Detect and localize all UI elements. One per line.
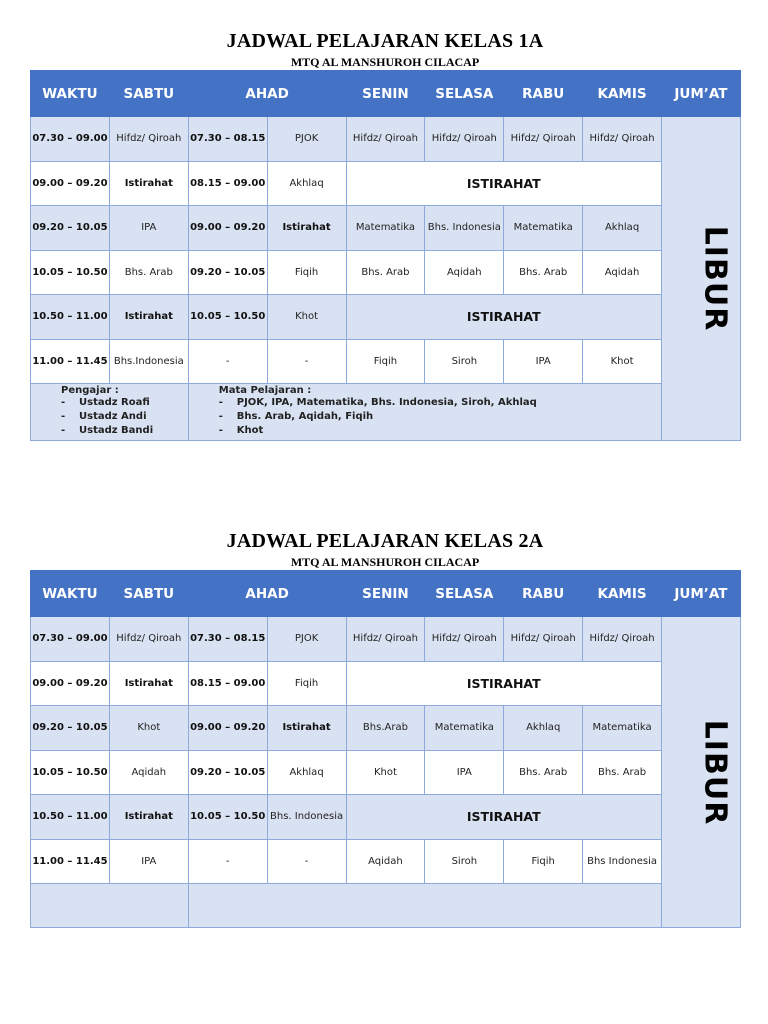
libur-label: LIBUR [697, 719, 733, 825]
time-cell: 09.00 – 09.20 [188, 706, 267, 751]
jumat-cell [662, 117, 741, 441]
subject-cell: Istirahat [267, 706, 346, 751]
teachers-heading: Pengajar : [61, 385, 119, 396]
teacher-item [61, 396, 188, 410]
libur-label: LIBUR [697, 225, 733, 332]
subject-cell: Bhs. Arab [109, 250, 188, 295]
time-cell: 07.30 – 09.00 [31, 117, 110, 162]
subject-cell: Hifdz/ Qiroah [109, 617, 188, 662]
subject-cell: Istirahat [109, 161, 188, 206]
subject-cell: Hifdz/ Qiroah [504, 617, 583, 662]
subject-names: Khot [236, 425, 264, 436]
time-cell: 09.00 – 09.20 [31, 161, 110, 206]
header-ahad: AHAD [188, 571, 346, 617]
subject-cell: Akhlaq [583, 206, 662, 251]
subject-cell: Hifdz/ Qiroah [425, 117, 504, 162]
subject-cell: Matematika [346, 206, 425, 251]
header-row [31, 71, 741, 117]
subject-cell: Istirahat [109, 795, 188, 840]
header-sabtu: SABTU [109, 71, 188, 117]
header-rabu: RABU [504, 71, 583, 117]
time-cell: 10.50 – 11.00 [31, 295, 110, 340]
subject-cell: Fiqih [267, 250, 346, 295]
subject-cell: Aqidah [583, 250, 662, 295]
subject-group [219, 396, 661, 410]
bullet-dash: - [61, 397, 66, 408]
table-row [31, 206, 741, 251]
break-cell: ISTIRAHAT [346, 295, 662, 340]
teacher-item [61, 424, 188, 438]
break-cell: ISTIRAHAT [346, 661, 662, 706]
subject-names: PJOK, IPA, Matematika, Bhs. Indonesia, Siroh, Akhlaq [236, 397, 537, 408]
subject-cell: Khot [346, 750, 425, 795]
teachers-cell [31, 384, 189, 441]
jumat-cell [662, 617, 741, 928]
schedule-table [30, 70, 741, 441]
subject-cell: Khot [583, 339, 662, 384]
subject-cell: PJOK [267, 117, 346, 162]
table-row [31, 706, 741, 751]
time-cell: 09.20 – 10.05 [31, 206, 110, 251]
subject-cell: Hifdz/ Qiroah [346, 117, 425, 162]
break-cell: ISTIRAHAT [346, 795, 662, 840]
table-row [31, 617, 741, 662]
subject-cell: - [188, 839, 267, 884]
subjects-cell [188, 884, 661, 928]
subject-cell: Khot [109, 706, 188, 751]
subject-cell: Bhs. Arab [504, 250, 583, 295]
subject-cell: Aqidah [425, 250, 504, 295]
bullet-dash: - [218, 425, 223, 436]
subject-group [219, 424, 661, 438]
subject-cell: IPA [504, 339, 583, 384]
subject-cell: Hifdz/ Qiroah [504, 117, 583, 162]
bullet-dash: - [218, 411, 223, 422]
table-row [31, 795, 741, 840]
time-cell: 07.30 – 08.15 [188, 117, 267, 162]
table-row [31, 661, 741, 706]
subject-cell: Akhlaq [504, 706, 583, 751]
time-cell: 09.00 – 09.20 [31, 661, 110, 706]
subject-cell: Bhs. Arab [346, 250, 425, 295]
subject-cell: IPA [109, 839, 188, 884]
subject-cell: Aqidah [346, 839, 425, 884]
subjects-cell [188, 384, 661, 441]
subject-cell: Matematika [583, 706, 662, 751]
subject-cell: Siroh [425, 839, 504, 884]
table-row [31, 250, 741, 295]
teacher-item [61, 410, 188, 424]
footer-row [31, 384, 741, 441]
schedule-subtitle: MTQ AL MANSHUROH CILACAP [290, 555, 480, 569]
subject-cell: Bhs. Indonesia [425, 206, 504, 251]
time-cell: 11.00 – 11.45 [31, 839, 110, 884]
subject-cell: Bhs Indonesia [583, 839, 662, 884]
subject-cell: Hifdz/ Qiroah [583, 617, 662, 662]
table-row [31, 750, 741, 795]
subject-cell: - [188, 339, 267, 384]
header-senin: SENIN [346, 71, 425, 117]
teacher-name: Ustadz Bandi [79, 425, 154, 436]
schedule-2a [30, 530, 740, 867]
subject-cell: Hifdz/ Qiroah [346, 617, 425, 662]
header-selasa: SELASA [425, 571, 504, 617]
subjects-list [189, 396, 661, 438]
footer-row [31, 884, 741, 928]
time-cell: 10.50 – 11.00 [31, 795, 110, 840]
teachers-cell [31, 884, 189, 928]
table-row [31, 339, 741, 384]
time-cell: 08.15 – 09.00 [188, 661, 267, 706]
subject-group [219, 410, 661, 424]
subject-cell: Hifdz/ Qiroah [425, 617, 504, 662]
header-kamis: KAMIS [583, 71, 662, 117]
time-cell: 09.20 – 10.05 [188, 250, 267, 295]
teacher-name: Ustadz Roafi [79, 397, 150, 408]
subject-cell: Bhs.Arab [346, 706, 425, 751]
time-cell: 09.20 – 10.05 [188, 750, 267, 795]
subject-cell: Hifdz/ Qiroah [109, 117, 188, 162]
bullet-dash: - [218, 397, 223, 408]
header-waktu: WAKTU [31, 71, 110, 117]
time-cell: 10.05 – 10.50 [188, 795, 267, 840]
table-row [31, 839, 741, 884]
table-row [31, 161, 741, 206]
subject-cell: Hifdz/ Qiroah [583, 117, 662, 162]
time-cell: 10.05 – 10.50 [188, 295, 267, 340]
subject-cell: Aqidah [109, 750, 188, 795]
header-row [31, 571, 741, 617]
subject-cell: Bhs.Indonesia [109, 339, 188, 384]
schedule-subtitle: MTQ AL MANSHUROH CILACAP [290, 55, 480, 69]
break-cell: ISTIRAHAT [346, 161, 662, 206]
subject-cell: Akhlaq [267, 161, 346, 206]
header-sabtu: SABTU [109, 571, 188, 617]
subject-cell: Akhlaq [267, 750, 346, 795]
subject-cell: PJOK [267, 617, 346, 662]
time-cell: 11.00 – 11.45 [31, 339, 110, 384]
schedule-title: JADWAL PELAJARAN KELAS 1A [226, 30, 544, 52]
teachers-list [31, 396, 188, 438]
subject-cell: IPA [425, 750, 504, 795]
subject-cell: Bhs. Arab [504, 750, 583, 795]
teacher-name: Ustadz Andi [79, 411, 147, 422]
subject-cell: Bhs. Arab [583, 750, 662, 795]
table-row [31, 295, 741, 340]
subject-cell: - [267, 339, 346, 384]
header-ahad: AHAD [188, 71, 346, 117]
table-row [31, 117, 741, 162]
schedule-table [30, 570, 741, 928]
header-waktu: WAKTU [31, 571, 110, 617]
subject-cell: Matematika [504, 206, 583, 251]
time-cell: 10.05 – 10.50 [31, 750, 110, 795]
header-jumat: JUM’AT [662, 571, 741, 617]
subject-names: Bhs. Arab, Aqidah, Fiqih [236, 411, 374, 422]
time-cell: 09.00 – 09.20 [188, 206, 267, 251]
header-kamis: KAMIS [583, 571, 662, 617]
subject-cell: Bhs. Indonesia [267, 795, 346, 840]
time-cell: 07.30 – 09.00 [31, 617, 110, 662]
header-selasa: SELASA [425, 71, 504, 117]
time-cell: 07.30 – 08.15 [188, 617, 267, 662]
subjects-heading: Mata Pelajaran : [218, 385, 312, 396]
time-cell: 09.20 – 10.05 [31, 706, 110, 751]
schedule-title: JADWAL PELAJARAN KELAS 2A [226, 530, 544, 552]
subject-cell: Istirahat [267, 206, 346, 251]
bullet-dash: - [61, 425, 66, 436]
subject-cell: Khot [267, 295, 346, 340]
subject-cell: Matematika [425, 706, 504, 751]
subject-cell: Fiqih [504, 839, 583, 884]
header-jumat: JUM’AT [662, 71, 741, 117]
header-rabu: RABU [504, 571, 583, 617]
subject-cell: Istirahat [109, 661, 188, 706]
subject-cell: Istirahat [109, 295, 188, 340]
subject-cell: Fiqih [267, 661, 346, 706]
subject-cell: IPA [109, 206, 188, 251]
time-cell: 08.15 – 09.00 [188, 161, 267, 206]
subject-cell: Fiqih [346, 339, 425, 384]
subject-cell: - [267, 839, 346, 884]
schedule-1a [30, 30, 740, 436]
header-senin: SENIN [346, 571, 425, 617]
time-cell: 10.05 – 10.50 [31, 250, 110, 295]
subject-cell: Siroh [425, 339, 504, 384]
bullet-dash: - [61, 411, 66, 422]
